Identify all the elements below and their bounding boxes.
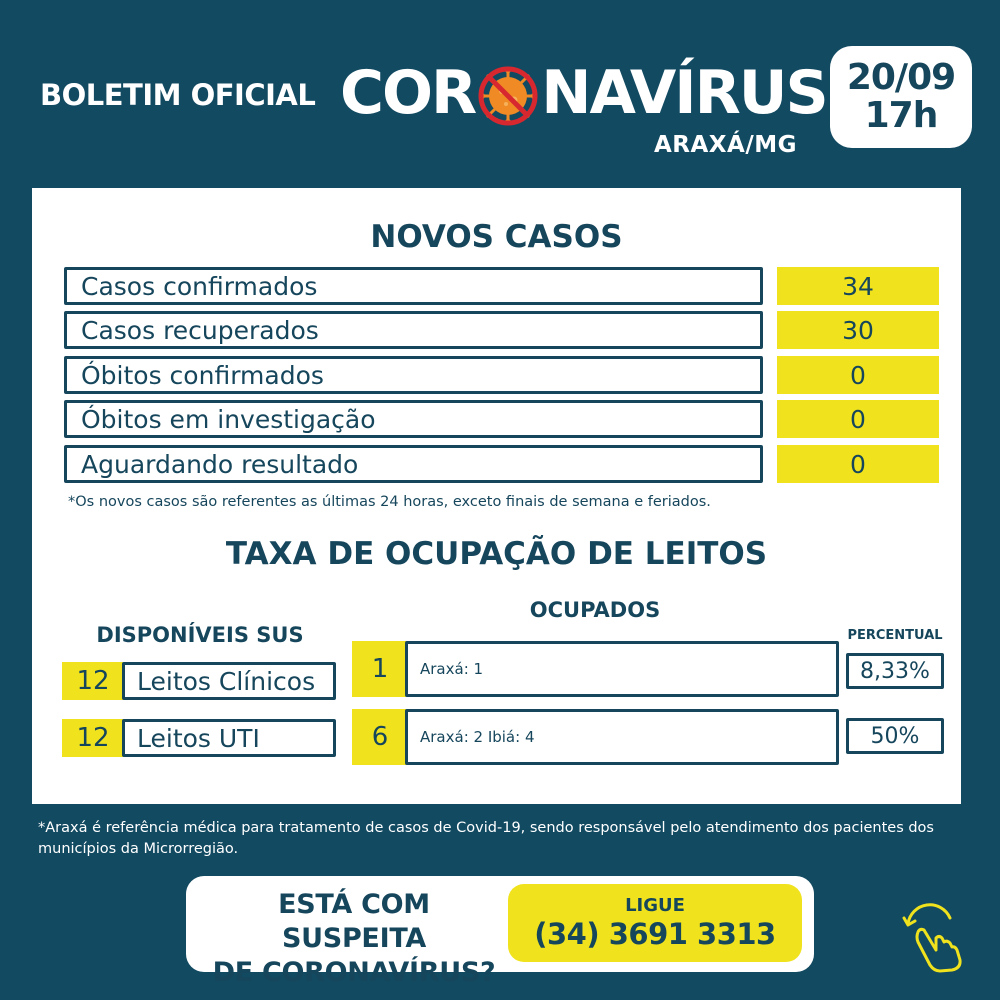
cta-line-2: DE CORONAVÍRUS? [212, 957, 496, 988]
novos-casos-title: NOVOS CASOS [370, 219, 623, 255]
leitos-title: TAXA DE OCUPAÇÃO DE LEITOS [225, 536, 768, 572]
call-label: LIGUE [625, 895, 685, 916]
referral-footnote: *Araxá é referência médica para tratamento de casos de Covid-19, sendo responsável pelo atendimento dos pacientes dos municípios da Microrregião. [38, 820, 934, 857]
case-row-label: Óbitos confirmados [64, 356, 763, 394]
cta-line-1: ESTÁ COM SUSPEITA [278, 889, 430, 954]
ocupados-heading: OCUPADOS [529, 598, 661, 622]
available-count: 12 [62, 719, 124, 757]
case-row-value: 0 [777, 356, 939, 394]
title-part-2: NAVÍRUS [541, 58, 827, 128]
occupancy-percent: 8,33% [846, 653, 944, 689]
occupied-count: 1 [352, 641, 408, 697]
case-row-value: 0 [777, 445, 939, 483]
tap-hand-icon [896, 902, 968, 974]
virus-prohibited-icon [476, 64, 540, 128]
page-title [340, 58, 827, 128]
case-row-label: Casos confirmados [64, 267, 763, 305]
bed-type-label: Leitos UTI [122, 719, 336, 757]
cta-question [204, 888, 504, 990]
case-row-label: Óbitos em investigação [64, 400, 763, 438]
occupancy-percent: 50% [846, 718, 944, 754]
case-row-label: Aguardando resultado [64, 445, 763, 483]
cases-footnote: *Os novos casos são referentes as últimas 24 horas, exceto finais de semana e feriados. [68, 494, 711, 510]
title-part-1: COR [340, 58, 476, 128]
bed-type-label: Leitos Clínicos [122, 662, 336, 700]
date-value: 20/09 [846, 57, 956, 99]
case-row-value: 30 [777, 311, 939, 349]
time-value: 17h [864, 95, 938, 136]
percentual-heading: PERCENTUAL [847, 628, 943, 643]
available-count: 12 [62, 662, 124, 700]
disponiveis-heading: DISPONÍVEIS SUS [96, 623, 304, 647]
case-row-value: 0 [777, 400, 939, 438]
occupied-detail: Araxá: 1 [405, 641, 839, 697]
bulletin-label: BOLETIM OFICIAL [40, 78, 316, 112]
date-badge [830, 46, 972, 148]
case-row-label: Casos recuperados [64, 311, 763, 349]
city-label: ARAXÁ/MG [654, 132, 798, 158]
case-row-value: 34 [777, 267, 939, 305]
occupied-count: 6 [352, 709, 408, 765]
occupied-detail: Araxá: 2 Ibiá: 4 [405, 709, 839, 765]
phone-box[interactable] [508, 884, 802, 962]
phone-number[interactable]: (34) 3691 3313 [534, 917, 776, 951]
